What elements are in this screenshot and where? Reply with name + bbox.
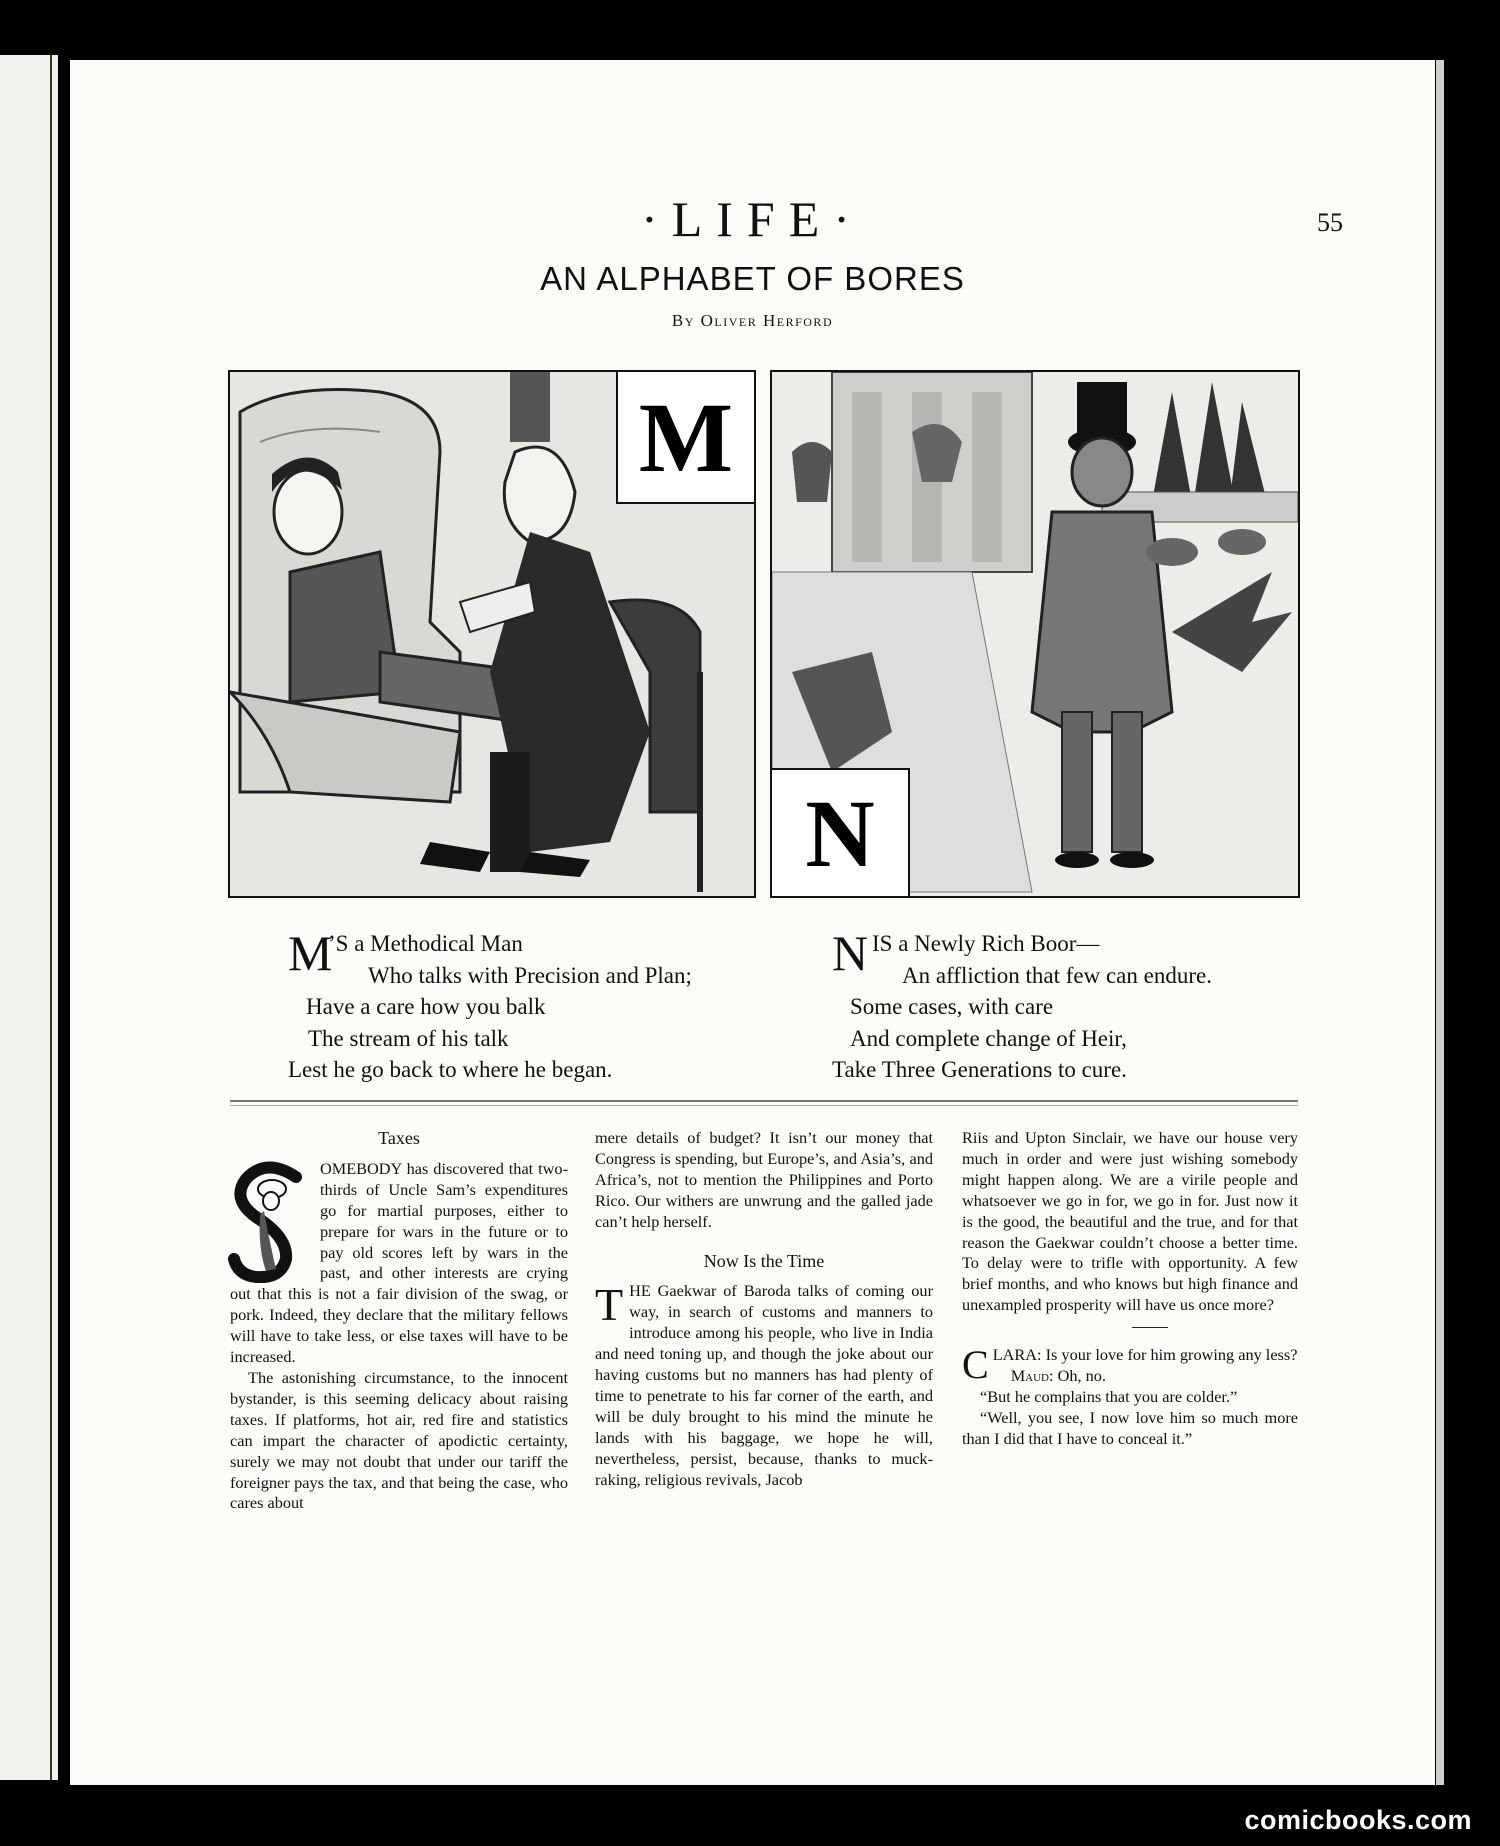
- byline: By Oliver Herford: [671, 311, 834, 330]
- now-paragraph: HE Gaekwar of Baroda talks of coming our way, in search of customs and manners to introduce among his people, who live in India and need toning up, and though the joke about our having customs but no manners has had plenty of time to penetrate to his far corner of the earth, and will be duly brought to his mind the minute he lands with his baggage, we hope he will, nevertheless, persist, because, thanks to muck-raking, religious revivals, Jacob: [595, 1281, 933, 1489]
- illustration-m: [228, 370, 756, 898]
- section-divider: [230, 1105, 1298, 1106]
- verse-line: Some cases, with care: [850, 994, 1054, 1019]
- verse-m-dropcap: M: [288, 925, 333, 981]
- verse-m: [288, 925, 748, 1086]
- now-heading: Now Is the Time: [703, 1250, 825, 1271]
- dialogue-speaker: Maud: [1010, 1365, 1049, 1385]
- verse-line: Take Three Generations to cure.: [832, 1057, 1127, 1082]
- illustrated-s-initial: [226, 1159, 314, 1283]
- verse-line: An affliction that few can endure.: [902, 962, 1212, 988]
- clara-dropcap: C: [962, 1342, 989, 1388]
- verse-line: The stream of his talk: [308, 1025, 509, 1051]
- left-page-edge: [0, 55, 58, 1780]
- page-number: 55: [1317, 208, 1343, 237]
- dialogue-line: “But he complains that you are colder.”: [980, 1386, 1238, 1406]
- column-2: [595, 1128, 933, 1491]
- taxes-paragraph: mere details of budget? It isn’t our money that Congress is spending, but Europe’s, and Asia’s, and Africa’s, not to mention the Philippines and Porto Rico. Our withers are unwrung and the galled jade can’t help herself.: [595, 1128, 933, 1231]
- now-paragraph: Riis and Upton Sinclair, we have our house very much in order and were just wishing somebody might happen along. We are a virile people and whatsoever we go in for, we go in for. Just now it is the good, the beautiful and the true, and for that reason the Gaekwar couldn’t choose a better time. To delay were to trifle with opportunity. A few brief months, and who knows but high finance and unexampled prosperity will have us once more?: [962, 1128, 1298, 1315]
- dialogue-line: LARA: Is your love for him growing any less?: [992, 1345, 1298, 1365]
- dialogue-line: “Well, you see, I now love him so much more than I did that I have to conceal it.”: [962, 1407, 1298, 1448]
- now-dropcap: T: [595, 1279, 624, 1331]
- illustration-n: [770, 370, 1300, 898]
- taxes-paragraph: OMEBODY has discovered that two-thirds of Uncle Sam’s expenditures go for martial purposes, either to prepare for wars in the future or to pay old scores left by wars in the past, and other interests are crying out that this is not a fair division of the swag, or pork. Indeed, they declare that the military fellows will have to take less, or else taxes will have to be increased.: [230, 1158, 568, 1367]
- column-1: [230, 1128, 568, 1514]
- verse-line: Lest he go back to where he began.: [288, 1057, 613, 1082]
- magazine-page: [70, 60, 1435, 1785]
- watermark: comicbooks.com: [1244, 1805, 1472, 1835]
- verse-line: ’S a Methodical Man: [328, 931, 523, 956]
- verse-n-dropcap: N: [832, 925, 869, 981]
- taxes-heading: Taxes: [378, 1128, 420, 1148]
- verse-line: And complete change of Heir,: [850, 1025, 1127, 1051]
- section-divider: [230, 1100, 1298, 1102]
- verse-line: Have a care how you balk: [306, 994, 546, 1019]
- page-edge-strip: [1436, 60, 1444, 1785]
- verse-n: [832, 925, 1352, 1086]
- column-3: [962, 1128, 1298, 1450]
- masthead: ·LIFE·: [641, 191, 864, 247]
- article-title: AN ALPHABET OF BORES: [540, 260, 965, 297]
- divider-dash: [962, 1316, 1298, 1337]
- verse-line: Who talks with Precision and Plan;: [368, 962, 692, 988]
- taxes-paragraph: The astonishing circumstance, to the innocent bystander, is this seeming delicacy about raising taxes. If platforms, hot air, red fire and statistics can impart the character of apodictic certainty, surely we may not doubt that under our tariff the foreigner pays the tax, and that being the case, who cares about: [230, 1367, 568, 1513]
- dialogue-line: : Oh, no.: [1049, 1365, 1106, 1385]
- verse-line: IS a Newly Rich Boor—: [872, 931, 1100, 956]
- n-panel-letter: N: [772, 768, 910, 896]
- m-panel-letter: M: [616, 372, 754, 504]
